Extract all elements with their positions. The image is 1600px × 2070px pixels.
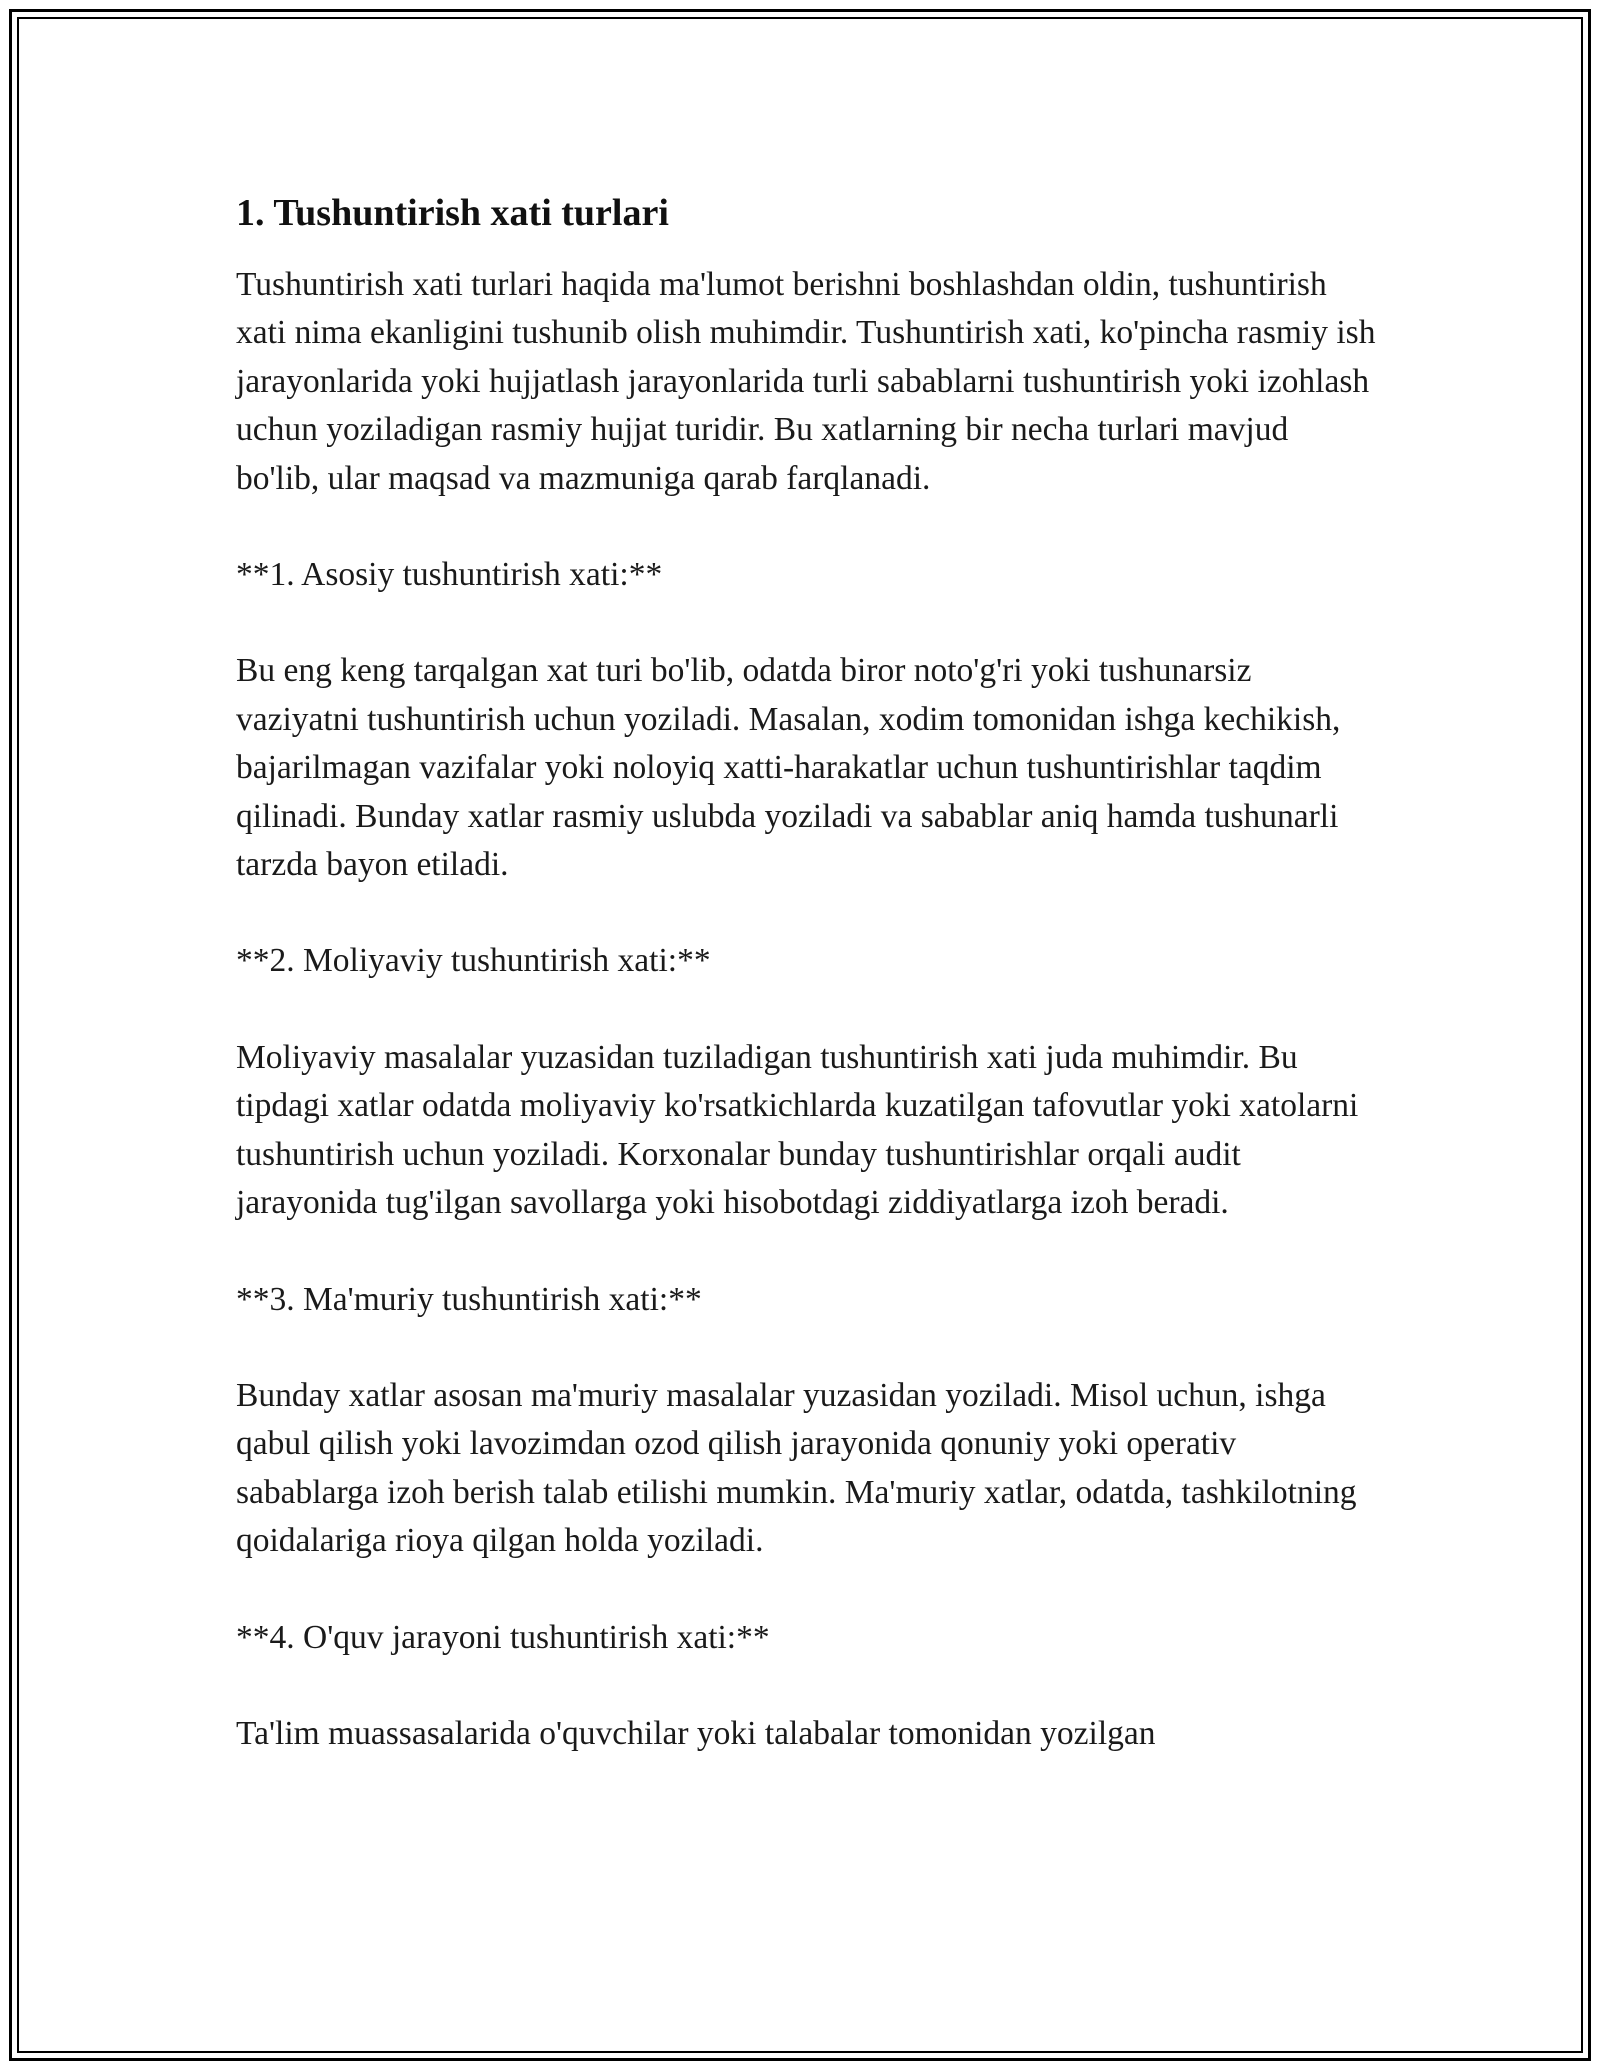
- intro-paragraph: Tushuntirish xati turlari haqida ma'lumot berishni boshlashdan oldin, tushuntirish xati nima ekanligini tushunib olish muhimdir. Tushuntirish xati, ko'pincha rasmiy ish jarayonlarida yoki hujjatlash jarayonlarida turli sabablarni tushuntirish yoki izohlash uchun yoziladigan rasmiy hujjat turidir. Bu xatlarning bir necha turlari mavjud bo'lib, ular maqsad va mazmuniga qarab farqlanadi.: [236, 266, 1376, 497]
- section-body-4: Ta'lim muassasalarida o'quvchilar yoki talabalar tomonidan yozilgan: [236, 1714, 1156, 1752]
- section-heading-2: **2. Moliyaviy tushuntirish xati:**: [236, 942, 711, 980]
- document-body: [236, 184, 1376, 1758]
- document-title: 1. Tushuntirish xati turlari: [236, 192, 669, 234]
- section-heading-4: **4. O'quv jarayoni tushuntirish xati:**: [236, 1618, 770, 1656]
- section-heading-1: **1. Asosiy tushuntirish xati:**: [236, 556, 663, 594]
- section-heading-3: **3. Ma'muriy tushuntirish xati:**: [236, 1280, 702, 1318]
- section-body-3: Bunday xatlar asosan ma'muriy masalalar yuzasidan yoziladi. Misol uchun, ishga qabul qilish yoki lavozimdan ozod qilish jarayonida qonuniy yoki operativ sabablarga izoh berish talab etilishi mumkin. Ma'muriy xatlar, odatda, tashkilotning qoidalariga rioya qilgan holda yoziladi.: [236, 1376, 1357, 1560]
- section-body-2: Moliyaviy masalalar yuzasidan tuziladigan tushuntirish xati juda muhimdir. Bu tipdagi xatlar odatda moliyaviy ko'rsatkichlarda kuzatilgan tafovutlar yoki xatolarni tushuntirish uchun yoziladi. Korxonalar bunday tushuntirishlar orqali audit jarayonida tug'ilgan savollarga yoki hisobotdagi ziddiyatlarga izoh beradi.: [236, 1038, 1359, 1222]
- section-body-1: Bu eng keng tarqalgan xat turi bo'lib, odatda biror noto'g'ri yoki tushunarsiz vaziyatni tushuntirish uchun yoziladi. Masalan, xodim tomonidan ishga kechikish, bajarilmagan vazifalar yoki noloyiq xatti-harakatlar uchun tushuntirishlar taqdim qilinadi. Bunday xatlar rasmiy uslubda yoziladi va sabablar aniq hamda tushunarli tarzda bayon etiladi.: [236, 652, 1341, 884]
